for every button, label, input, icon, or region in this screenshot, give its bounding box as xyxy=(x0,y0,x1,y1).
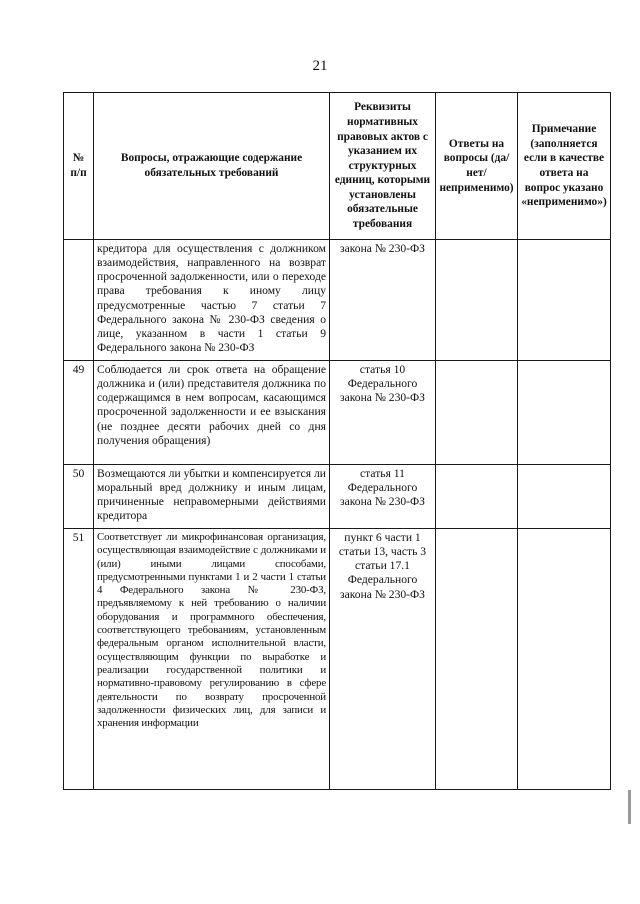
row-num xyxy=(64,240,94,361)
header-note: Примечание (заполняется если в качестве ответа на вопрос указано «неприменимо») xyxy=(518,93,611,240)
row-requisites: статья 11 Федерального закона № 230-ФЗ xyxy=(330,465,436,529)
row-note-cell[interactable] xyxy=(518,240,611,361)
row-question: Возмещаются ли убытки и компенсируется ли моральный вред должнику и иным лицам, причиненные неправомерными действиями кредитора xyxy=(94,465,330,529)
row-requisites: пункт 6 части 1 статьи 13, часть 3 статьи 17.1 Федерального закона № 230-ФЗ xyxy=(330,529,436,790)
header-answers: Ответы на вопросы (да/нет/ неприменимо) xyxy=(436,93,518,240)
page-number: 21 xyxy=(312,58,328,74)
header-requisites: Реквизиты нормативных правовых актов с указанием их структурных единиц, которыми установлены обязательные требования xyxy=(330,93,436,240)
table-row xyxy=(64,240,611,361)
row-num: 50 xyxy=(64,465,94,529)
row-note-cell[interactable] xyxy=(518,465,611,529)
row-answer-cell[interactable] xyxy=(436,240,518,361)
row-question: кредитора для осуществления с должником взаимодействия, направленного на возврат просроченной задолженности, или о переходе права требования к иному лицу предусмотренные частью 7 статьи 7 Федерального закона № 230-ФЗ сведения о лице, указанном в части 1 статьи 9 Федерального закона № 230-ФЗ xyxy=(94,240,330,361)
requirements-table xyxy=(63,92,611,790)
table-row xyxy=(64,465,611,529)
row-note-cell[interactable] xyxy=(518,529,611,790)
header-question: Вопросы, отражающие содержание обязательных требований xyxy=(94,93,330,240)
scan-edge-mark xyxy=(628,790,631,824)
row-question: Соблюдается ли срок ответа на обращение должника и (или) представителя должника по содержащимся в нем вопросам, касающимся просроченной задолженности и ее взыскания (не позднее десяти рабочих дней со дня получения обращения) xyxy=(94,361,330,465)
table-row xyxy=(64,361,611,465)
row-answer-cell[interactable] xyxy=(436,529,518,790)
header-num: № п/п xyxy=(64,93,94,240)
row-num: 51 xyxy=(64,529,94,790)
table-row xyxy=(64,529,611,790)
row-answer-cell[interactable] xyxy=(436,465,518,529)
row-question: Соответствует ли микрофинансовая организация, осуществляющая взаимодействие с должниками и (или) иными лицами способами, предусмотренными пунктами 1 и 2 части 1 статьи 4 Федерального закона № 230-ФЗ, предъявляемому к ней требованию о наличии оборудования и программного обеспечения, соответствующего требованиям, установленным федеральным органом исполнительной власти, осуществляющим функции по выработке и реализации государственной политики и нормативно-правовому регулированию в сфере деятельности по возврату просроченной задолженности физических лиц, для записи и хранения информации xyxy=(94,529,330,790)
row-note-cell[interactable] xyxy=(518,361,611,465)
row-requisites: статья 10 Федерального закона № 230-ФЗ xyxy=(330,361,436,465)
table-header-row xyxy=(64,93,611,240)
row-num: 49 xyxy=(64,361,94,465)
row-requisites: закона № 230-ФЗ xyxy=(330,240,436,361)
row-answer-cell[interactable] xyxy=(436,361,518,465)
